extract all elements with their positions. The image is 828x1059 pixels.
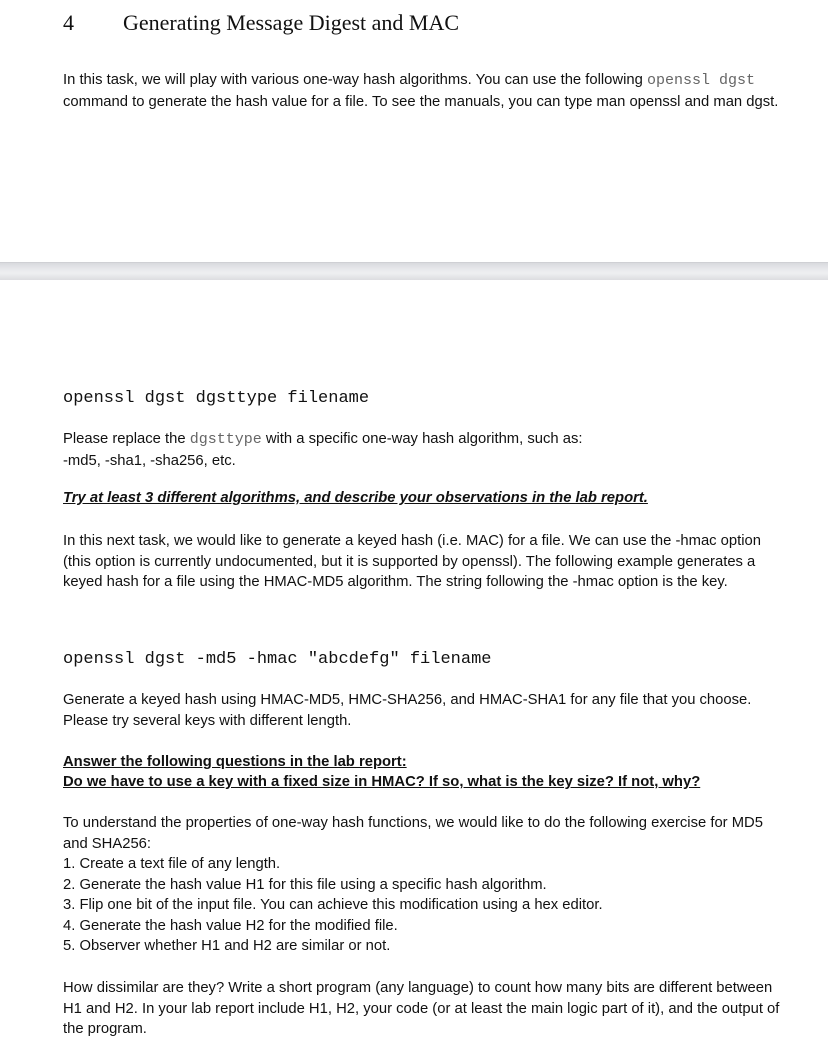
section-number: 4 xyxy=(63,10,74,35)
question-text: Do we have to use a key with a fixed size in HMAC? If so, what is the key size? If not, why? xyxy=(63,774,701,790)
page-1 xyxy=(0,0,828,262)
question-heading: Answer the following questions in the lab report: xyxy=(63,754,407,770)
exercise-intro-paragraph: To understand the properties of one-way hash functions, we would like to do the following exercise for MD5 and SHA256: xyxy=(63,815,763,852)
intro-inline-code: openssl dgst xyxy=(646,72,755,89)
generate-line-1: Generate a keyed hash using HMAC-MD5, HMC-SHA256, and HMAC-SHA1 for any file that you choose. xyxy=(63,692,752,708)
list-item: 3. Flip one bit of the input file. You can achieve this modification using a hex editor. xyxy=(63,897,603,914)
intro-paragraph xyxy=(63,70,785,112)
generate-paragraph xyxy=(63,690,785,731)
algorithm-examples: -md5, -sha1, -sha256, etc. xyxy=(63,452,236,469)
page-separator xyxy=(0,262,828,281)
list-item: 1. Create a text file of any length. xyxy=(63,856,281,872)
list-item: 4. Generate the hash value H2 for the modified file. xyxy=(63,917,398,934)
intro-text-end: command to generate the hash value for a file. To see the manuals, you can type man openssl and man dgst. xyxy=(63,93,779,110)
closing-paragraph: How dissimilar are they? Write a short program (any language) to count how many bits are different between H1 and H2. In your lab report include H1, H2, your code (or at least the main logic part of it), and the output of the program. xyxy=(63,980,780,1038)
replace-paragraph xyxy=(63,429,785,471)
list-item: 5. Observer whether H1 and H2 are similar or not. xyxy=(63,938,391,955)
hmac-intro-paragraph: In this next task, we would like to generate a keyed hash (i.e. MAC) for a file. We can use the -hmac option (this option is currently undocumented, but it is supported by openssl). The following example generates a keyed hash for a file using the HMAC-MD5 algorithm. The string following the -hmac option is the key. xyxy=(63,533,761,591)
emphasis-instruction: Try at least 3 different algorithms, and describe your observations in the lab report. xyxy=(63,490,648,506)
exercise-steps xyxy=(63,854,785,957)
replace-inline-code: dgsttype xyxy=(189,431,262,448)
list-item: 2. Generate the hash value H1 for this file using a specific hash algorithm. xyxy=(63,876,547,893)
section-title: Generating Message Digest and MAC xyxy=(123,10,460,35)
section-heading xyxy=(63,10,459,36)
command-hmac: openssl dgst -md5 -hmac "abcdefg" filename xyxy=(63,650,492,669)
intro-text-start: In this task, we will play with various one-way hash algorithms. You can use the following xyxy=(63,72,647,88)
generate-line-2: Please try several keys with different length. xyxy=(63,712,352,729)
replace-text-start: Please replace the xyxy=(63,431,190,447)
command-dgst: openssl dgst dgsttype filename xyxy=(63,389,370,408)
replace-text-end: with a specific one-way hash algorithm, such as: xyxy=(261,431,583,447)
